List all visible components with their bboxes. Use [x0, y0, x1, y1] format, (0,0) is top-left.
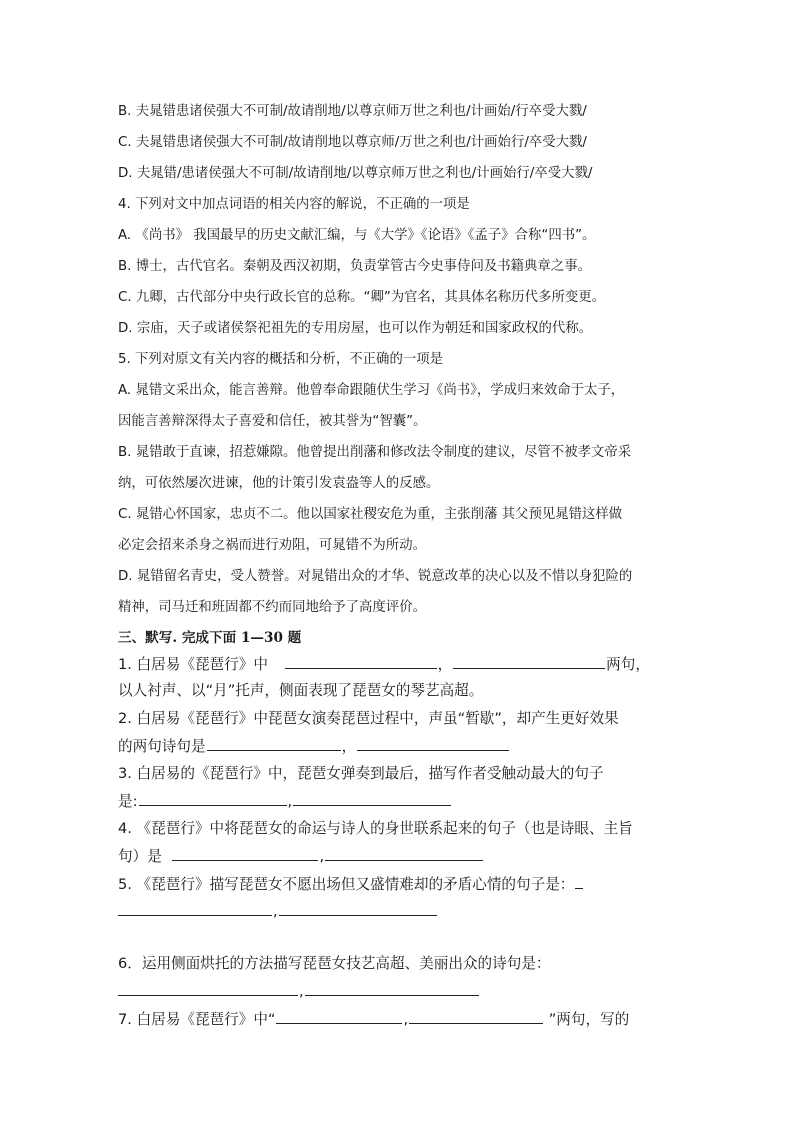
q5-option-c-line1: C. 晁错心怀国家，忠贞不二。他以国家社稷安危为重，主张削藩 其父预见晁错这样做	[118, 507, 623, 522]
item-4-comma: ,	[319, 848, 325, 865]
item-5-line2	[118, 901, 438, 922]
item-6-line2	[118, 981, 480, 1002]
item-3-text: 是:	[118, 793, 138, 810]
item-1-line1	[118, 654, 650, 675]
item-3-blank-2[interactable]	[293, 791, 451, 806]
item-7-blank-2[interactable]	[409, 1009, 543, 1024]
item-4-blank-2[interactable]	[325, 846, 483, 861]
item-4-line2	[118, 846, 484, 867]
item-1-comma: ，	[437, 656, 453, 673]
item-4-text: 句）是	[118, 848, 162, 865]
item-5-blank-1[interactable]	[118, 901, 272, 916]
q4-option-a: A. 《尚书》 我国最早的历史文献汇编，与《大学》《论语》《孟子》合称“四书”。	[118, 228, 596, 243]
q4-option-d: D. 宗庙，天子或诸侯祭祀祖先的专用房屋，也可以作为朝廷和国家政权的代称。	[118, 321, 593, 336]
q5-option-b-line1: B. 晁错敢于直谏，招惹嫌隙。他曾提出削藩和修改法令制度的建议，尽管不被孝文帝采	[118, 445, 632, 460]
q4-option-c: C. 九卿，古代部分中央行政长官的总称。“卿”为官名，其具体名称历代多所变更。	[118, 290, 606, 305]
q5-option-a-line1: A. 晁错文采出众，能言善辩。他曾奉命跟随伏生学习《尚书》，学成归来效命于太子，	[118, 383, 625, 398]
q3-option-c: C. 夫晁错患诸侯强大不可制/故请削地以尊京师/万世之利也/计画始行/卒受大戮/	[118, 135, 587, 150]
item-7-text: 7. 白居易《琵琶行》中“	[118, 1011, 276, 1028]
item-3-line1: 3. 白居易的《琵琶行》中，琵琶女弹奏到最后，描写作者受触动最大的句子	[118, 765, 604, 782]
q3-option-d: D. 夫晁错/患诸侯强大不可制/故请削地/以尊京师万世之利也/计画始行/卒受大戮/	[118, 166, 593, 181]
item-1-blank-2[interactable]	[453, 654, 605, 669]
q4-stem: 4. 下列对文中加点词语的相关内容的解说，不正确的一项是	[118, 197, 470, 212]
item-6-line1: 6．运用侧面烘托的方法描写琵琶女技艺高超、美丽出众的诗句是：	[118, 955, 551, 972]
item-6-blank-2[interactable]	[305, 981, 479, 996]
item-2-blank-1[interactable]	[207, 736, 341, 751]
item-5-blank-start[interactable]	[575, 874, 583, 889]
item-7-line1	[118, 1009, 629, 1030]
section-heading: 三、默写. 完成下面 1—30 题	[118, 630, 302, 646]
item-1-text: 1. 白居易《琵琶行》中	[118, 656, 268, 673]
item-5-comma: ,	[273, 903, 278, 920]
item-2-line2	[118, 736, 510, 757]
item-3-comma: ,	[287, 793, 293, 810]
q5-option-b-line2: 纳，可依然屡次进谏，他的计策引发袁盎等人的反感。	[118, 476, 440, 491]
item-2-comma: ，	[341, 738, 357, 755]
item-6-blank-1[interactable]	[118, 981, 298, 996]
item-7-blank-1[interactable]	[276, 1009, 402, 1024]
item-1-line2: 以人衬声、以“月”托声，侧面表现了琵琶女的琴艺高超。	[118, 682, 484, 699]
item-3-line2	[118, 791, 452, 812]
q5-option-c-line2: 必定会招来杀身之祸而进行劝阻，可晁错不为所动。	[118, 538, 426, 553]
q4-option-b: B. 博士，古代官名。秦朝及西汉初期，负责掌管古今史事侍问及书籍典章之事。	[118, 259, 591, 274]
item-2-line1: 2. 白居易《琵琶行》中琵琶女演奏琵琶过程中，声虽“暂歇”，却产生更好效果	[118, 710, 619, 727]
q3-option-b: B. 夫晁错患诸侯强大不可制/故请削地/以尊京师万世之利也/计画始/行卒受大戮/	[118, 104, 587, 119]
item-5-text: 5. 《琵琶行》描写琵琶女不愿出场但又盛情难却的矛盾心情的句子是：	[118, 876, 575, 893]
q5-stem: 5. 下列对原文有关内容的概括和分析，不正确的一项是	[118, 352, 444, 367]
item-1-tail: 两句，	[606, 656, 650, 673]
q5-option-d-line2: 精神，司马迁和班固都不约而同地给予了高度评价。	[118, 600, 426, 615]
item-7-tail: ”两句，写的	[548, 1011, 630, 1028]
item-5-blank-2[interactable]	[279, 901, 437, 916]
item-4-line1: 4. 《琵琶行》中将琵琶女的命运与诗人的身世联系起来的句子（也是诗眼、主旨	[118, 820, 633, 837]
item-2-blank-2[interactable]	[357, 736, 509, 751]
item-6-comma: ,	[299, 983, 304, 1000]
q5-option-a-line2: 因能言善辩深得太子喜爱和信任，被其誉为“智囊”。	[118, 414, 427, 429]
item-7-comma: ,	[403, 1011, 409, 1028]
item-1-blank-1[interactable]	[285, 654, 437, 669]
q5-option-d-line1: D. 晁错留名青史，受人赞誉。对晁错出众的才华、锐意改革的决心以及不惜以身犯险的	[118, 569, 633, 584]
item-3-blank-1[interactable]	[139, 791, 287, 806]
item-2-text: 的两句诗句是	[118, 738, 206, 755]
item-5-line1	[118, 874, 584, 895]
item-4-blank-1[interactable]	[172, 846, 318, 861]
